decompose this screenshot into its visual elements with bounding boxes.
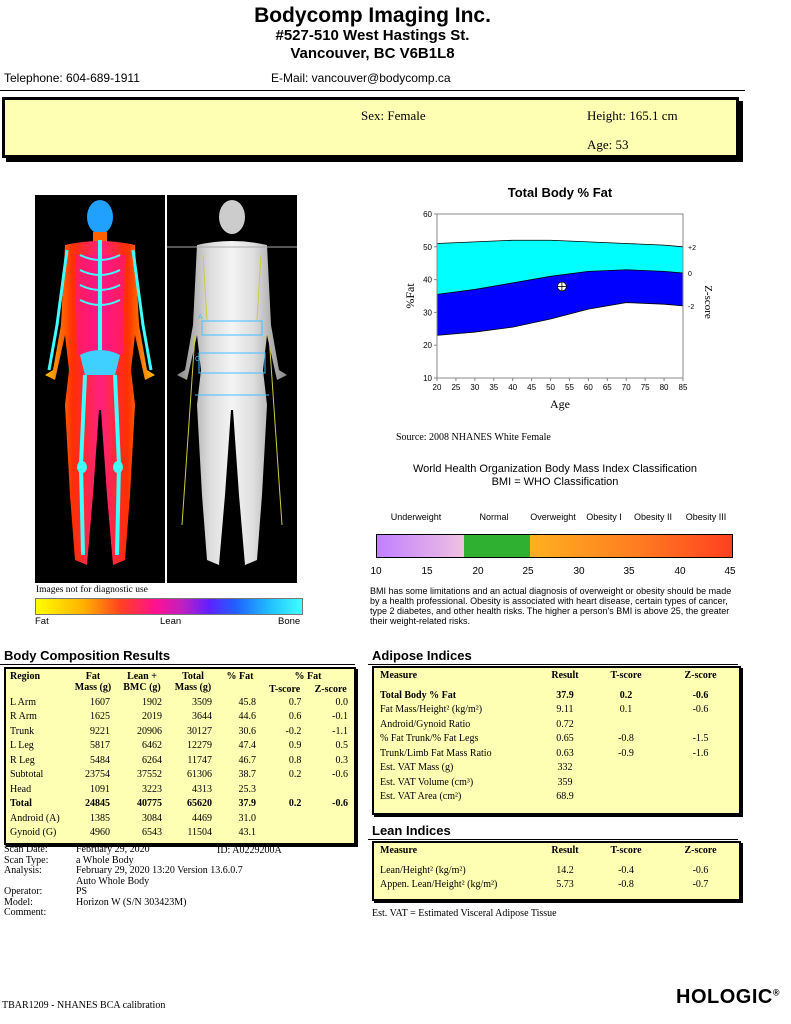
pfat-cell: 38.7 [238, 769, 256, 781]
adipose-row [374, 717, 739, 732]
region-cell: Head [10, 783, 32, 795]
zscore-cell: -0.6 [692, 689, 709, 701]
measure-cell: Lean/Height² (kg/m²) [380, 864, 466, 876]
region-cell: Subtotal [10, 769, 44, 781]
measure-cell: % Fat Trunk/% Fat Legs [380, 733, 479, 745]
result-cell: 0.65 [556, 733, 574, 745]
adipose-col-tscore: T-score [610, 670, 642, 681]
tscore-cell [590, 790, 662, 805]
z-axis-label: Z-score [702, 285, 714, 319]
patient-sex: Sex: Female [361, 108, 426, 123]
lean-rule [368, 839, 738, 840]
address-line-1: #527-510 West Hastings St. [275, 27, 470, 44]
lean-bmc-cell: 6462 [142, 740, 162, 752]
x-tick-label: 40 [508, 383, 518, 392]
zscore-cell: -0.6 [332, 798, 348, 810]
result-cell: 68.9 [556, 791, 574, 803]
pfat-cell: 43.1 [238, 827, 256, 839]
total-mass-cell: 4313 [192, 783, 212, 795]
fat-mass-cell: 4960 [90, 827, 110, 839]
tscore-cell: 0.2 [288, 798, 302, 810]
tscore-cell [590, 761, 662, 776]
lean-col-zscore: Z-score [684, 845, 717, 856]
y-tick-label: 50 [423, 242, 432, 252]
lean-col-result: Result [551, 845, 579, 856]
x-tick-label: 30 [470, 383, 480, 392]
col-pfat-group: % Fat [294, 671, 322, 682]
col-fat-mass-l1: Fat [85, 671, 101, 682]
result-cell: 0.63 [556, 747, 574, 759]
scan-info-label: Scan Type: [4, 854, 49, 866]
pfat-cell: 31.0 [238, 812, 256, 824]
measure-cell: Total Body % Fat [380, 689, 457, 701]
tscore-cell [262, 782, 307, 797]
fat-lean-bone-scale-bar [35, 598, 303, 615]
lean-bmc-cell: 2019 [142, 711, 162, 723]
bmi-category-normal: Normal [479, 512, 509, 522]
zscore-cell: -1.5 [692, 733, 709, 745]
adipose-row [374, 703, 739, 718]
total-mass-cell: 12279 [187, 740, 212, 752]
tscore-cell: 0.9 [288, 740, 302, 752]
bmi-color-bar [376, 534, 733, 558]
x-tick-label: 75 [640, 383, 650, 392]
result-cell: 14.2 [556, 864, 574, 876]
scan-info-value: February 29, 2020 [76, 844, 150, 855]
hologic-logo-mark: ® [772, 987, 780, 998]
x-tick-label: 85 [678, 383, 688, 392]
z-tick-label: +2 [688, 244, 696, 252]
adipose-row [374, 761, 739, 776]
scan-info-label: Analysis: [4, 865, 42, 876]
z-tick-label: 0 [688, 271, 692, 279]
col-region: Region [10, 671, 40, 682]
scan-info-value: February 29, 2020 13:20 Version 13.6.0.7 [76, 865, 243, 876]
pfat-cell: 30.6 [238, 725, 256, 737]
region-cell: L Leg [10, 740, 34, 752]
hologic-logo [676, 986, 780, 1009]
bmi-tick: 20 [472, 566, 484, 577]
zscore-cell: 0.0 [335, 696, 348, 708]
result-cell: 359 [557, 776, 573, 788]
x-axis-label: Age [550, 397, 570, 411]
measure-cell: Est. VAT Area (cm²) [380, 791, 462, 803]
zscore-cell: 0.5 [335, 740, 348, 752]
zscore-cell [662, 775, 739, 790]
total-mass-cell: 11504 [187, 827, 212, 839]
col-total-mass [168, 671, 218, 695]
tscore-cell: 0.2 [619, 689, 633, 701]
adipose-row [374, 688, 739, 703]
zscore-cell [307, 782, 354, 797]
lean-bmc-cell: 37552 [137, 769, 162, 781]
lean-col-tscore: T-score [610, 845, 642, 856]
fat-mass-cell: 9221 [90, 725, 110, 737]
patient-info-box [2, 97, 739, 158]
body-comp-row [6, 797, 354, 812]
lean-bmc-cell: 3223 [142, 783, 162, 795]
body-comp-row [6, 710, 354, 725]
scan-info-label: Model: [4, 896, 33, 908]
region-cell: Total [10, 798, 32, 810]
bmi-tick: 15 [421, 566, 433, 577]
adipose-row [374, 746, 739, 761]
bmi-disclaimer: BMI has some limitations and an actual diagnosis of overweight or obesity should be made by a health professional. Obesity is associated with heart disease, certain types of cancer, type 2 diabetes, and other health risks. The higher a person's BMI is above 25, the greater their weight-related risks. [370, 586, 732, 626]
color-body-scan-image [35, 195, 165, 583]
calibration-note: TBAR1209 - NHANES BCA calibration [2, 1000, 166, 1011]
body-comp-rule [0, 664, 355, 665]
adipose-row [374, 732, 739, 747]
company-name: Bodycomp Imaging Inc. [254, 4, 491, 27]
adipose-col-measure: Measure [380, 670, 418, 681]
measure-cell: Android/Gynoid Ratio [380, 718, 471, 730]
col-pfat: % Fat [226, 671, 254, 682]
pfat-cell: 45.8 [238, 696, 256, 708]
grayscale-body-scan-image [167, 195, 297, 583]
body-comp-title: Body Composition Results [4, 648, 171, 663]
x-tick-label: 25 [451, 383, 461, 392]
patient-height: Height: 165.1 cm [587, 108, 678, 123]
pfat-cell: 25.3 [238, 783, 256, 795]
diagnostic-note: Images not for diagnostic use [36, 585, 148, 595]
col-zscore: Z-score [314, 684, 347, 695]
bmi-tick: 35 [623, 566, 635, 577]
zscore-cell: -1.1 [332, 725, 348, 737]
bmi-segment-obesity [530, 535, 732, 557]
col-total-l1: Total [182, 671, 204, 682]
adipose-col-result: Result [551, 670, 579, 681]
zscore-cell: 0.3 [335, 754, 348, 766]
vat-note: Est. VAT = Estimated Visceral Adipose Tissue [372, 908, 557, 919]
tscore-cell: -0.2 [285, 725, 302, 737]
scale-label-fat: Fat [35, 616, 49, 627]
bmi-category-obesity-1: Obesity I [586, 512, 622, 522]
zscore-cell [662, 790, 739, 805]
result-cell: 5.73 [556, 879, 574, 891]
lean-bmc-cell: 40775 [137, 798, 162, 810]
pfat-cell: 44.6 [238, 711, 256, 723]
adipose-row [374, 790, 739, 805]
bmi-tick: 45 [724, 566, 736, 577]
result-cell: 332 [557, 762, 573, 774]
region-cell: L Arm [10, 696, 37, 708]
tscore-cell [590, 775, 662, 790]
fat-mass-cell: 1091 [90, 783, 110, 795]
scan-info-value: Auto Whole Body [76, 875, 150, 887]
col-fat-mass-l2: Mass (g) [74, 682, 112, 693]
region-cell: R Leg [10, 754, 35, 766]
scale-label-lean: Lean [160, 616, 182, 627]
bmi-tick: 40 [674, 566, 686, 577]
x-tick-label: 35 [489, 383, 499, 392]
scan-info-label: Comment: [4, 907, 47, 918]
body-comp-row [6, 768, 354, 783]
telephone: Telephone: 604-689-1911 [4, 71, 140, 85]
bmi-segment-normal [464, 535, 530, 557]
patient-age: Age: 53 [587, 137, 629, 152]
y-tick-label: 30 [423, 308, 432, 318]
col-tscore: T-score [269, 684, 301, 695]
lean-bmc-cell: 1902 [142, 696, 162, 708]
body-comp-table [6, 671, 354, 840]
bmi-category-overweight: Overweight [530, 512, 576, 522]
hologic-logo-text: HOLOGIC [676, 986, 773, 1008]
lean-row [374, 863, 739, 878]
lean-bmc-cell: 20906 [137, 725, 162, 737]
x-tick-label: 45 [527, 383, 537, 392]
bmi-category-obesity-3: Obesity III [685, 512, 727, 522]
tscore-cell: 0.8 [288, 754, 302, 766]
result-cell: 0.72 [556, 718, 574, 730]
body-comp-row [6, 753, 354, 768]
android-region-label: A [198, 314, 203, 321]
body-comp-row [6, 695, 354, 710]
region-cell: Gynoid (G) [10, 827, 57, 839]
total-mass-cell: 3509 [192, 696, 212, 708]
adipose-col-zscore: Z-score [684, 670, 717, 681]
fat-mass-cell: 1607 [90, 696, 110, 708]
fat-mass-cell: 23754 [85, 769, 110, 781]
x-tick-label: 55 [565, 383, 574, 392]
total-mass-cell: 4469 [192, 812, 212, 824]
bmi-value: BMI = WHO Classification [491, 476, 619, 488]
measure-cell: Trunk/Limb Fat Mass Ratio [380, 747, 492, 759]
y-tick-label: 40 [423, 275, 432, 285]
measure-cell: Appen. Lean/Height² (kg/m²) [380, 879, 498, 891]
body-comp-row [6, 782, 354, 797]
x-tick-label: 20 [432, 383, 442, 392]
tscore-cell: -0.8 [618, 733, 634, 745]
fat-mass-cell: 24845 [85, 798, 110, 810]
adipose-table-box [372, 666, 741, 815]
email: E-Mail: vancouver@bodycomp.ca [271, 71, 451, 85]
body-comp-table-box [4, 667, 356, 845]
lean-table [374, 845, 739, 892]
adipose-table [374, 670, 739, 804]
lean-bmc-cell: 6543 [142, 827, 162, 839]
col-lean-bmc [116, 671, 168, 695]
gynoid-region-label: G [195, 356, 201, 363]
pfat-cell: 37.9 [238, 798, 256, 810]
tscore-cell: 0.1 [619, 704, 633, 716]
body-comp-row [6, 739, 354, 754]
pfat-cell: 47.4 [238, 740, 256, 752]
x-tick-label: 80 [659, 383, 669, 392]
header-divider [0, 90, 745, 91]
address-line-2: Vancouver, BC V6B1L8 [290, 45, 455, 62]
region-cell: Trunk [10, 725, 35, 737]
bmi-category-underweight: Underweight [390, 512, 442, 522]
col-fat-mass [70, 671, 116, 695]
zscore-cell: -0.1 [332, 711, 348, 723]
adipose-title: Adipose Indices [372, 648, 472, 663]
y-tick-label: 20 [423, 341, 432, 351]
x-tick-label: 60 [583, 383, 593, 392]
scan-id: ID: A0229200A [217, 845, 282, 856]
tscore-cell: -0.9 [618, 747, 634, 759]
lean-row [374, 878, 739, 893]
tscore-cell: -0.4 [618, 864, 634, 876]
zscore-cell: -0.6 [332, 769, 348, 781]
tscore-cell [590, 717, 662, 732]
region-cell: R Arm [10, 711, 37, 723]
tscore-cell [262, 826, 307, 841]
region-cell: Android (A) [10, 812, 60, 824]
col-lean-l2: BMC (g) [123, 682, 161, 693]
result-cell: 37.9 [556, 689, 574, 701]
scan-info-value: PS [76, 886, 88, 897]
body-comp-row [6, 826, 354, 841]
lean-table-box [372, 841, 741, 901]
adipose-row [374, 775, 739, 790]
measure-cell: Est. VAT Volume (cm³) [380, 776, 474, 788]
total-mass-cell: 3644 [192, 711, 212, 723]
lean-bmc-cell: 3084 [142, 812, 162, 824]
bmi-tick: 30 [573, 566, 585, 577]
y-axis-label: %Fat [403, 283, 417, 309]
tscore-cell: 0.2 [288, 769, 302, 781]
total-mass-cell: 11747 [187, 754, 212, 766]
fat-mass-cell: 1385 [90, 812, 110, 824]
zscore-cell: -1.6 [692, 747, 709, 759]
fat-mass-cell: 1625 [90, 711, 110, 723]
body-comp-row [6, 724, 354, 739]
bmi-tick: 10 [370, 566, 382, 577]
col-lean-l1: Lean + [127, 671, 157, 682]
scale-label-bone: Bone [278, 616, 301, 627]
zscore-cell [662, 717, 739, 732]
y-tick-label: 60 [423, 210, 432, 219]
tscore-cell: 0.6 [288, 711, 302, 723]
scan-info-label: Operator: [4, 886, 43, 897]
chart-source: Source: 2008 NHANES White Female [396, 432, 551, 443]
scan-info-label: Scan Date: [4, 844, 48, 855]
measure-cell: Est. VAT Mass (g) [380, 762, 454, 774]
x-tick-label: 70 [621, 383, 631, 392]
lean-col-measure: Measure [380, 845, 418, 856]
zscore-cell: -0.6 [692, 704, 709, 716]
total-mass-cell: 61306 [187, 769, 212, 781]
lean-bmc-cell: 6264 [142, 754, 162, 766]
zscore-cell [307, 826, 354, 841]
result-cell: 9.11 [556, 704, 574, 716]
total-mass-cell: 30127 [187, 725, 212, 737]
tscore-cell: 0.7 [288, 696, 302, 708]
fat-mass-cell: 5817 [90, 740, 110, 752]
z-tick-label: -2 [688, 303, 695, 311]
total-mass-cell: 65620 [187, 798, 212, 810]
body-comp-row [6, 811, 354, 826]
zscore-cell [307, 811, 354, 826]
zscore-cell: -0.7 [692, 879, 709, 891]
measure-cell: Fat Mass/Height² (kg/m²) [380, 704, 483, 716]
zscore-cell: -0.6 [692, 864, 709, 876]
adipose-rule [368, 664, 738, 665]
pfat-cell: 46.7 [238, 754, 256, 766]
y-tick-label: 10 [423, 374, 432, 383]
x-tick-label: 65 [602, 383, 612, 392]
tscore-cell: -0.8 [618, 879, 634, 891]
bmi-segment-underweight [377, 535, 464, 557]
x-tick-label: 50 [546, 383, 555, 392]
chart-title: Total Body % Fat [507, 185, 613, 200]
lean-title: Lean Indices [372, 823, 451, 838]
tscore-cell [262, 811, 307, 826]
who-title: World Health Organization Body Mass Index Classification [412, 463, 698, 475]
scan-info [4, 845, 364, 935]
bmi-tick: 25 [522, 566, 534, 577]
zscore-cell [662, 761, 739, 776]
col-total-l2: Mass (g) [174, 682, 212, 693]
fat-mass-cell: 5484 [90, 754, 110, 766]
scan-info-value: Horizon W (S/N 303423M) [76, 896, 187, 908]
total-body-fat-chart [390, 204, 714, 414]
bmi-category-obesity-2: Obesity II [633, 512, 672, 522]
scan-info-value: a Whole Body [76, 854, 134, 866]
